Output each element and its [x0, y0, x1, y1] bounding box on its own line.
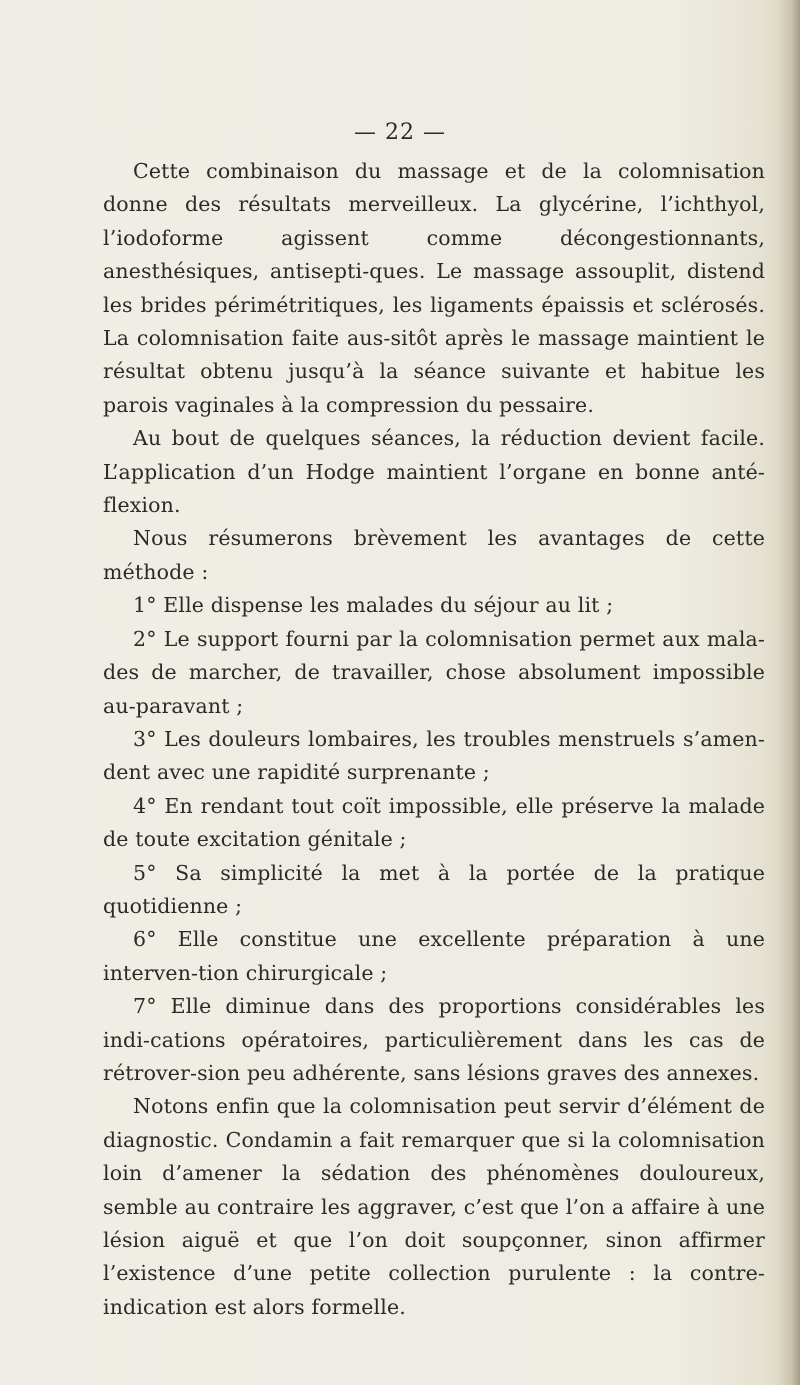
page-number: — 22 — [354, 120, 446, 145]
page-edge-shadow [778, 0, 800, 1385]
list-item-advantage-6: 6° Elle constitue une excellente préparation à une interven-tion chirurgicale ; [103, 927, 765, 985]
list-item-advantage-1: 1° Elle dispense les malades du séjour au lit ; [133, 593, 614, 618]
list-item-advantage-2: 2° Le support fourni par la colomnisation permet aux mala-des de marcher, de travailler, chose absolument impossible au-paravant ; [103, 626, 765, 718]
paragraph-reduction: Au bout de quelques séances, la réduction devient facile. L’application d’un Hodge maintient l’organe en bonne anté-flexion. [103, 426, 765, 518]
list-item-advantage-4: 4° En rendant tout coït impossible, elle préserve la malade de toute excitation génitale ; [103, 793, 765, 852]
list-item-advantage-3: 3° Les douleurs lombaires, les troubles menstruels s’amen-dent avec une rapidité surprenante ; [103, 726, 765, 785]
paragraph-diagnostic: Notons enfin que la colomnisation peut servir d’élément de diagnostic. Condamin a fait remarquer que si la colomnisation loin d’amener la sédation des phénomènes douloureux, semble au contraire les aggraver, c’est que l’on a affaire à une lésion aiguë et que l’on doit soupçonner, sinon affirmer l’existence d’une petite collection purulente : la contre-indication est alors formelle. [103, 1094, 765, 1319]
list-item-advantage-7: 7° Elle diminue dans des proportions considérables les indi-cations opératoires, particulièrement dans les cas de rétrover-sion peu adhérente, sans lésions graves des annexes. [103, 994, 765, 1085]
paragraph-massage-colomnisation: Cette combinaison du massage et de la colomnisation donne des résultats merveilleux. La glycérine, l’ichthyol, l’iodoforme agissent comme décongestionnants, anesthésiques, antisepti-ques. Le massage assouplit, distend les brides périmétritiques, les ligaments épaissis et sclérosés. La colomnisation faite aus-sitôt après le massage maintient le résultat obtenu jusqu’à la séance suivante et habitue les parois vaginales à la compression du pessaire. [103, 159, 765, 417]
paragraph-advantages-intro: Nous résumerons brèvement les avantages de cette méthode : [103, 526, 765, 584]
body-text [103, 155, 765, 1324]
list-item-advantage-5: 5° Sa simplicité la met à la portée de la pratique quotidienne ; [103, 860, 765, 918]
